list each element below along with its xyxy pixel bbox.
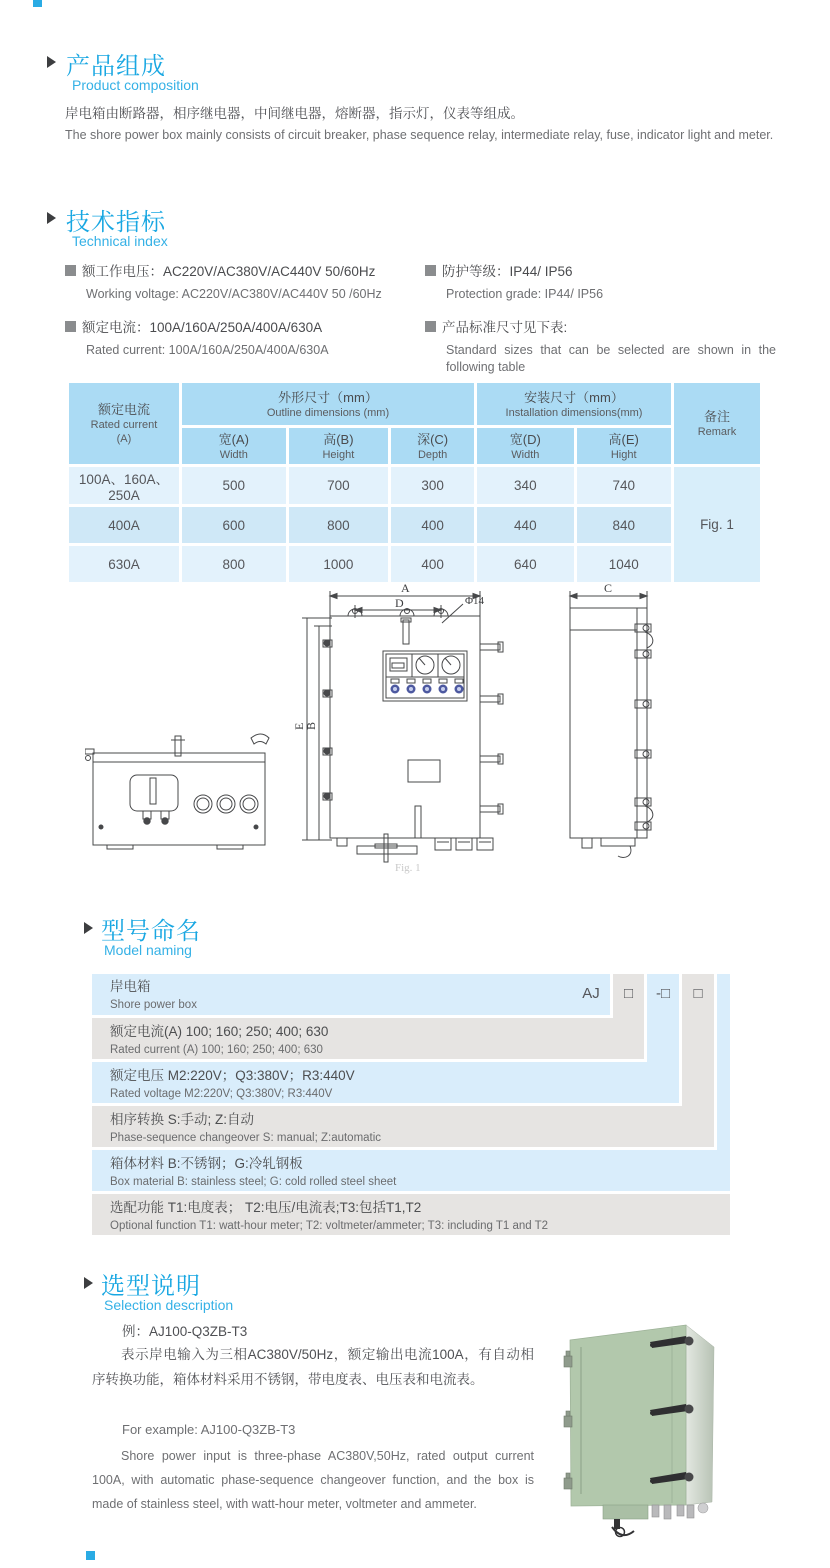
header-width-a: 宽(A) Width (182, 428, 286, 464)
selection-body-en: Shore power input is three-phase AC380V,50Hz, rated output current 100A, with automatic phase-sequence changeover function, and the box is made of stainless steel, with watt-hour meter, voltmeter and ammeter. (92, 1449, 534, 1511)
cell-depth-c: 300 (391, 467, 474, 504)
dim-label-e: E (292, 722, 306, 730)
cell-height-b: 700 (289, 467, 389, 504)
section-arrow-icon (84, 922, 93, 934)
cell-width-d: 440 (477, 507, 573, 543)
spec-column-left (65, 260, 420, 372)
selection-example-cn: 例：AJ100-Q3ZB-T3 (122, 1324, 248, 1339)
cell-width-a: 600 (182, 507, 286, 543)
cell-depth-c: 400 (391, 507, 474, 543)
spec-cn: 额工作电压：AC220V/AC380V/AC440V 50/60Hz (82, 264, 376, 279)
model-row: 额定电流(A) 100; 160; 250; 400; 630 Rated current (A) 100; 160; 250; 400; 630 (92, 1018, 644, 1059)
section-arrow-icon (47, 56, 56, 68)
header-installation-dimensions: 安装尺寸（mm） Installation dimensions(mm) (477, 383, 671, 425)
cell-current: 630A (69, 546, 179, 582)
spec-column-right (425, 260, 776, 389)
cell-width-d: 640 (477, 546, 573, 582)
section-title-model: 型号命名 (101, 918, 201, 945)
section-subtitle-technical: Technical index (72, 233, 168, 249)
cell-height-b: 1000 (289, 546, 389, 582)
cell-height-e: 1040 (577, 546, 671, 582)
spec-item (425, 316, 776, 376)
table-row (69, 507, 760, 543)
dim-label-d: D (395, 596, 404, 610)
cabinet-illustration (564, 1325, 714, 1537)
drawing-side-view (570, 591, 653, 858)
section-arrow-icon (84, 1277, 93, 1289)
spec-item (65, 316, 420, 359)
selection-example-en: For example: AJ100-Q3ZB-T3 (122, 1422, 296, 1437)
spec-cn: 额定电流：100A/160A/250A/400A/630A (82, 320, 323, 335)
product-photo (548, 1298, 800, 1566)
spec-item (65, 260, 420, 303)
spec-en: Standard sizes that can be selected are shown in the following table (446, 343, 776, 374)
header-rated-current: 额定电流 Rated current (A) (69, 383, 179, 464)
dim-label-c: C (604, 581, 613, 595)
dimensions-table (66, 380, 763, 585)
page-corner-mark-top (33, 0, 42, 7)
header-height-e: 高(E) Hight (577, 428, 671, 464)
composition-body-cn: 岸电箱由断路器，相序继电器，中间继电器，熔断器，指示灯，仪表等组成。 (65, 106, 524, 121)
cell-remark: Fig. 1 (674, 467, 760, 582)
spec-item (425, 260, 770, 303)
section-arrow-icon (47, 212, 56, 224)
composition-body-en: The shore power box mainly consists of circuit breaker, phase sequence relay, intermediate relay, fuse, indicator light and meter. (65, 128, 774, 142)
spec-en: Working voltage: AC220V/AC380V/AC440V 50 /60Hz (86, 287, 382, 301)
bullet-square-icon (65, 265, 76, 276)
bullet-square-icon (65, 321, 76, 332)
cell-width-a: 500 (182, 467, 286, 504)
model-row: 箱体材料 B:不锈钢；G:冷轧钢板 Box material B: stainless steel; G: cold rolled steel sheet (92, 1150, 730, 1191)
drawing-front-view (302, 591, 503, 862)
header-depth-c: 深(C) Depth (391, 428, 474, 464)
section-subtitle-selection: Selection description (104, 1297, 234, 1313)
section-subtitle-composition: Product composition (72, 77, 199, 93)
technical-drawing (85, 578, 730, 878)
model-row: 岸电箱 Shore power box (92, 974, 610, 1015)
model-row: 额定电压 M2:220V；Q3:380V；R3:440V Rated voltage M2:220V; Q3:380V; R3:440V (92, 1062, 679, 1103)
cell-current: 400A (69, 507, 179, 543)
cell-current: 100A、160A、250A (69, 467, 179, 504)
model-prefix: AJ (582, 985, 600, 1002)
model-row: 相序转换 S:手动; Z:自动 Phase-sequence changeover S: manual; Z:automatic (92, 1106, 714, 1147)
table-row (69, 546, 760, 582)
bullet-square-icon (425, 321, 436, 332)
cell-width-a: 800 (182, 546, 286, 582)
cell-width-d: 340 (477, 467, 573, 504)
header-outline-dimensions: 外形尺寸（mm） Outline dimensions (mm) (182, 383, 474, 425)
dim-label-a: A (401, 581, 410, 595)
spec-cn: 防护等级：IP44/ IP56 (442, 264, 573, 279)
cell-height-e: 740 (577, 467, 671, 504)
table-row (69, 467, 760, 504)
header-height-b: 高(B) Height (289, 428, 389, 464)
header-width-d: 宽(D) Width (477, 428, 573, 464)
model-row: 选配功能 T1:电度表； T2:电压/电流表;T3:包括T1,T2 Optional function T1: watt-hour meter; T2: voltmeter/ammeter; T3: including T1 and T2 (92, 1194, 730, 1235)
page-corner-mark-bottom (86, 1551, 95, 1560)
bullet-square-icon (425, 265, 436, 276)
model-naming-ladder (92, 974, 730, 1235)
section-subtitle-model: Model naming (104, 942, 192, 958)
cell-height-e: 840 (577, 507, 671, 543)
model-code-box: □ (623, 985, 634, 1002)
section-title-technical: 技术指标 (66, 209, 166, 236)
spec-en: Rated current: 100A/160A/250A/400A/630A (86, 343, 329, 357)
selection-body-cn: 表示岸电输入为三相AC380V/50Hz，额定输出电流100A，有自动相序转换功能，箱体材料采用不锈钢，带电度表、电压表和电流表。 (92, 1347, 534, 1387)
section-title-composition: 产品组成 (66, 53, 166, 80)
cell-depth-c: 400 (391, 546, 474, 582)
model-code-box: -□ (655, 985, 671, 1002)
spec-cn: 产品标准尺寸见下表: (442, 320, 568, 335)
model-code-box: □ (693, 985, 703, 1002)
figure-caption: Fig. 1 (395, 862, 421, 874)
drawing-bottom-view (85, 734, 269, 849)
spec-en: Protection grade: IP44/ IP56 (446, 287, 604, 301)
dim-label-b: B (304, 721, 318, 730)
header-remark: 备注 Remark (674, 383, 760, 464)
cell-height-b: 800 (289, 507, 389, 543)
hole-label: Φ14 (465, 595, 485, 607)
section-title-selection: 选型说明 (101, 1273, 201, 1300)
